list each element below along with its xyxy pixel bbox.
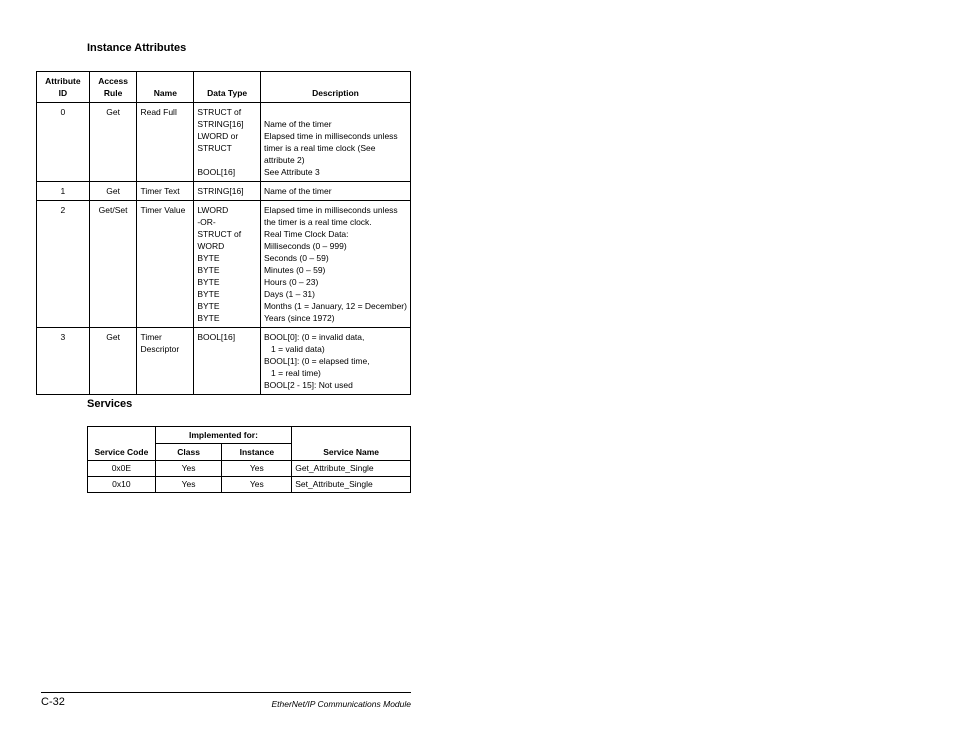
desc-line: the timer is a real time clock. [263, 217, 372, 227]
type-line: STRING[16] [197, 119, 244, 129]
service-code-cell: 0x10 [88, 477, 156, 493]
type-line: BYTE [197, 301, 220, 311]
spacer [197, 154, 257, 166]
table-row [88, 477, 411, 493]
desc-line: BOOL[1]: (0 = elapsed time, [263, 356, 370, 366]
type-line: BYTE [197, 277, 220, 287]
desc-line: Elapsed time in milliseconds unless [263, 205, 398, 215]
desc-line: Minutes (0 – 59) [263, 265, 326, 275]
type-line: WORD [197, 241, 225, 251]
desc-line: timer is a real time clock (See [263, 143, 376, 153]
header-description: Description [260, 72, 410, 103]
data-type-cell [194, 103, 261, 182]
service-name-cell: Get_Attribute_Single [292, 461, 411, 477]
table-row [37, 328, 411, 395]
type-line: BYTE [197, 253, 220, 263]
desc-line: Elapsed time in milliseconds unless [263, 131, 398, 141]
type-line: BYTE [197, 265, 220, 275]
header-access-rule-line1: Access [98, 76, 128, 86]
header-attribute-id [37, 72, 90, 103]
header-access-rule-line2: Rule [103, 88, 123, 98]
attribute-id-cell: 3 [37, 328, 90, 395]
header-service-code: Service Code [88, 427, 156, 461]
name-line: Timer Text [140, 186, 180, 196]
desc-line: Real Time Clock Data: [263, 229, 349, 239]
access-rule-cell: Get [89, 182, 137, 201]
name-line: Descriptor [140, 344, 180, 354]
instance-attributes-heading: Instance Attributes [87, 42, 187, 54]
table-row [37, 201, 411, 328]
class-cell: Yes [155, 477, 222, 493]
header-name: Name [137, 72, 194, 103]
name-cell [137, 328, 194, 395]
access-rule-cell: Get [89, 328, 137, 395]
type-line: LWORD or [197, 131, 239, 141]
header-instance: Instance [222, 444, 292, 461]
type-line: BOOL[16] [197, 167, 236, 177]
table-row [37, 103, 411, 182]
name-cell [137, 103, 194, 182]
name-line: Timer [140, 332, 162, 342]
desc-line: 1 = valid data) [263, 344, 325, 354]
type-line: STRUCT of [197, 229, 242, 239]
services-heading: Services [87, 398, 133, 410]
service-code-cell: 0x0E [88, 461, 156, 477]
description-cell [260, 103, 410, 182]
name-cell [137, 201, 194, 328]
header-access-rule [89, 72, 137, 103]
name-line: Read Full [140, 107, 177, 117]
desc-line: BOOL[2 - 15]: Not used [263, 380, 353, 390]
access-rule-cell: Get/Set [89, 201, 137, 328]
desc-line: BOOL[0]: (0 = invalid data, [263, 332, 365, 342]
access-rule-cell: Get [89, 103, 137, 182]
type-line: -OR- [197, 217, 216, 227]
data-type-cell [194, 182, 261, 201]
attribute-id-cell: 0 [37, 103, 90, 182]
description-cell [260, 182, 410, 201]
type-line: BYTE [197, 289, 220, 299]
desc-line: Seconds (0 – 59) [263, 253, 329, 263]
desc-line: Months (1 = January, 12 = December) [263, 301, 407, 311]
desc-line: 1 = real time) [263, 368, 321, 378]
data-type-cell [194, 328, 261, 395]
spacer [264, 106, 407, 118]
type-line: STRING[16] [197, 186, 244, 196]
header-service-name: Service Name [292, 427, 411, 461]
header-data-type: Data Type [194, 72, 261, 103]
attribute-id-cell: 2 [37, 201, 90, 328]
services-table [87, 426, 411, 493]
type-line: BOOL[16] [197, 332, 236, 342]
services-header-row-1 [88, 427, 411, 444]
table-row [37, 182, 411, 201]
service-name-cell: Set_Attribute_Single [292, 477, 411, 493]
desc-line: Days (1 – 31) [263, 289, 315, 299]
desc-line: Milliseconds (0 – 999) [263, 241, 347, 251]
desc-line: attribute 2) [263, 155, 305, 165]
name-line: Timer Value [140, 205, 186, 215]
desc-line: Name of the timer [263, 119, 332, 129]
header-attribute-id-line2: ID [58, 88, 68, 98]
desc-line: Name of the timer [263, 186, 332, 196]
table-row [88, 461, 411, 477]
instance-cell: Yes [222, 477, 292, 493]
desc-line: Hours (0 – 23) [263, 277, 319, 287]
header-implemented-for: Implemented for: [155, 427, 291, 444]
desc-line: Years (since 1972) [263, 313, 335, 323]
page-number: C-32 [41, 696, 65, 708]
document-title: EtherNet/IP Communications Module [271, 699, 411, 709]
class-cell: Yes [155, 461, 222, 477]
description-cell [260, 328, 410, 395]
header-class: Class [155, 444, 222, 461]
desc-line: See Attribute 3 [263, 167, 320, 177]
attributes-header-row [37, 72, 411, 103]
instance-attributes-table [36, 71, 411, 395]
description-cell [260, 201, 410, 328]
type-line: BYTE [197, 313, 220, 323]
name-cell [137, 182, 194, 201]
type-line: STRUCT [197, 143, 232, 153]
attribute-id-cell: 1 [37, 182, 90, 201]
header-attribute-id-line1: Attribute [45, 76, 81, 86]
type-line: LWORD [197, 205, 229, 215]
footer-divider [41, 692, 411, 693]
instance-cell: Yes [222, 461, 292, 477]
data-type-cell [194, 201, 261, 328]
type-line: STRUCT of [197, 107, 242, 117]
